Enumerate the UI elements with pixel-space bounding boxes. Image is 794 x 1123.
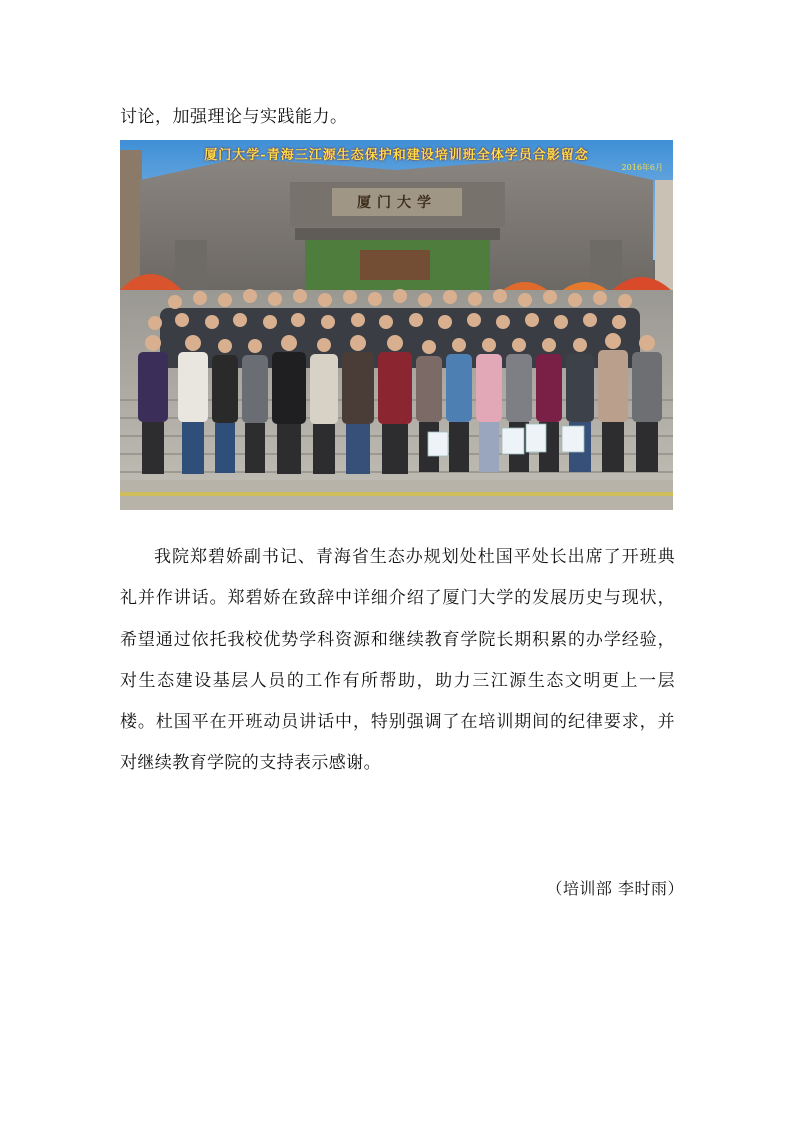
group-photo — [120, 140, 673, 510]
gate-sign-text: 厦门大学 — [357, 195, 437, 211]
photo-banner-text: 厦门大学-青海三江源生态保护和建设培训班全体学员合影留念 — [204, 148, 589, 163]
signature: （培训部 李时雨） — [546, 879, 684, 898]
photo-banner-date: 2016年6月 — [621, 163, 663, 172]
intro-line: 讨论，加强理论与实践能力。 — [120, 107, 348, 127]
body-paragraph: 我院郑碧娇副书记、青海省生态办规划处杜国平处长出席了开班典礼并作讲话。郑碧娇在致辞中详细介绍了厦门大学的发展历史与现状，希望通过依托我校优势学科资源和继续教育学院长期积累的办学经验，对生态建设基层人员的工作有所帮助，助力三江源生态文明更上一层楼。杜国平在开班动员讲话中，特别强调了在培训期间的纪律要求，并对继续教育学院的支持表示感谢。 — [120, 547, 675, 774]
